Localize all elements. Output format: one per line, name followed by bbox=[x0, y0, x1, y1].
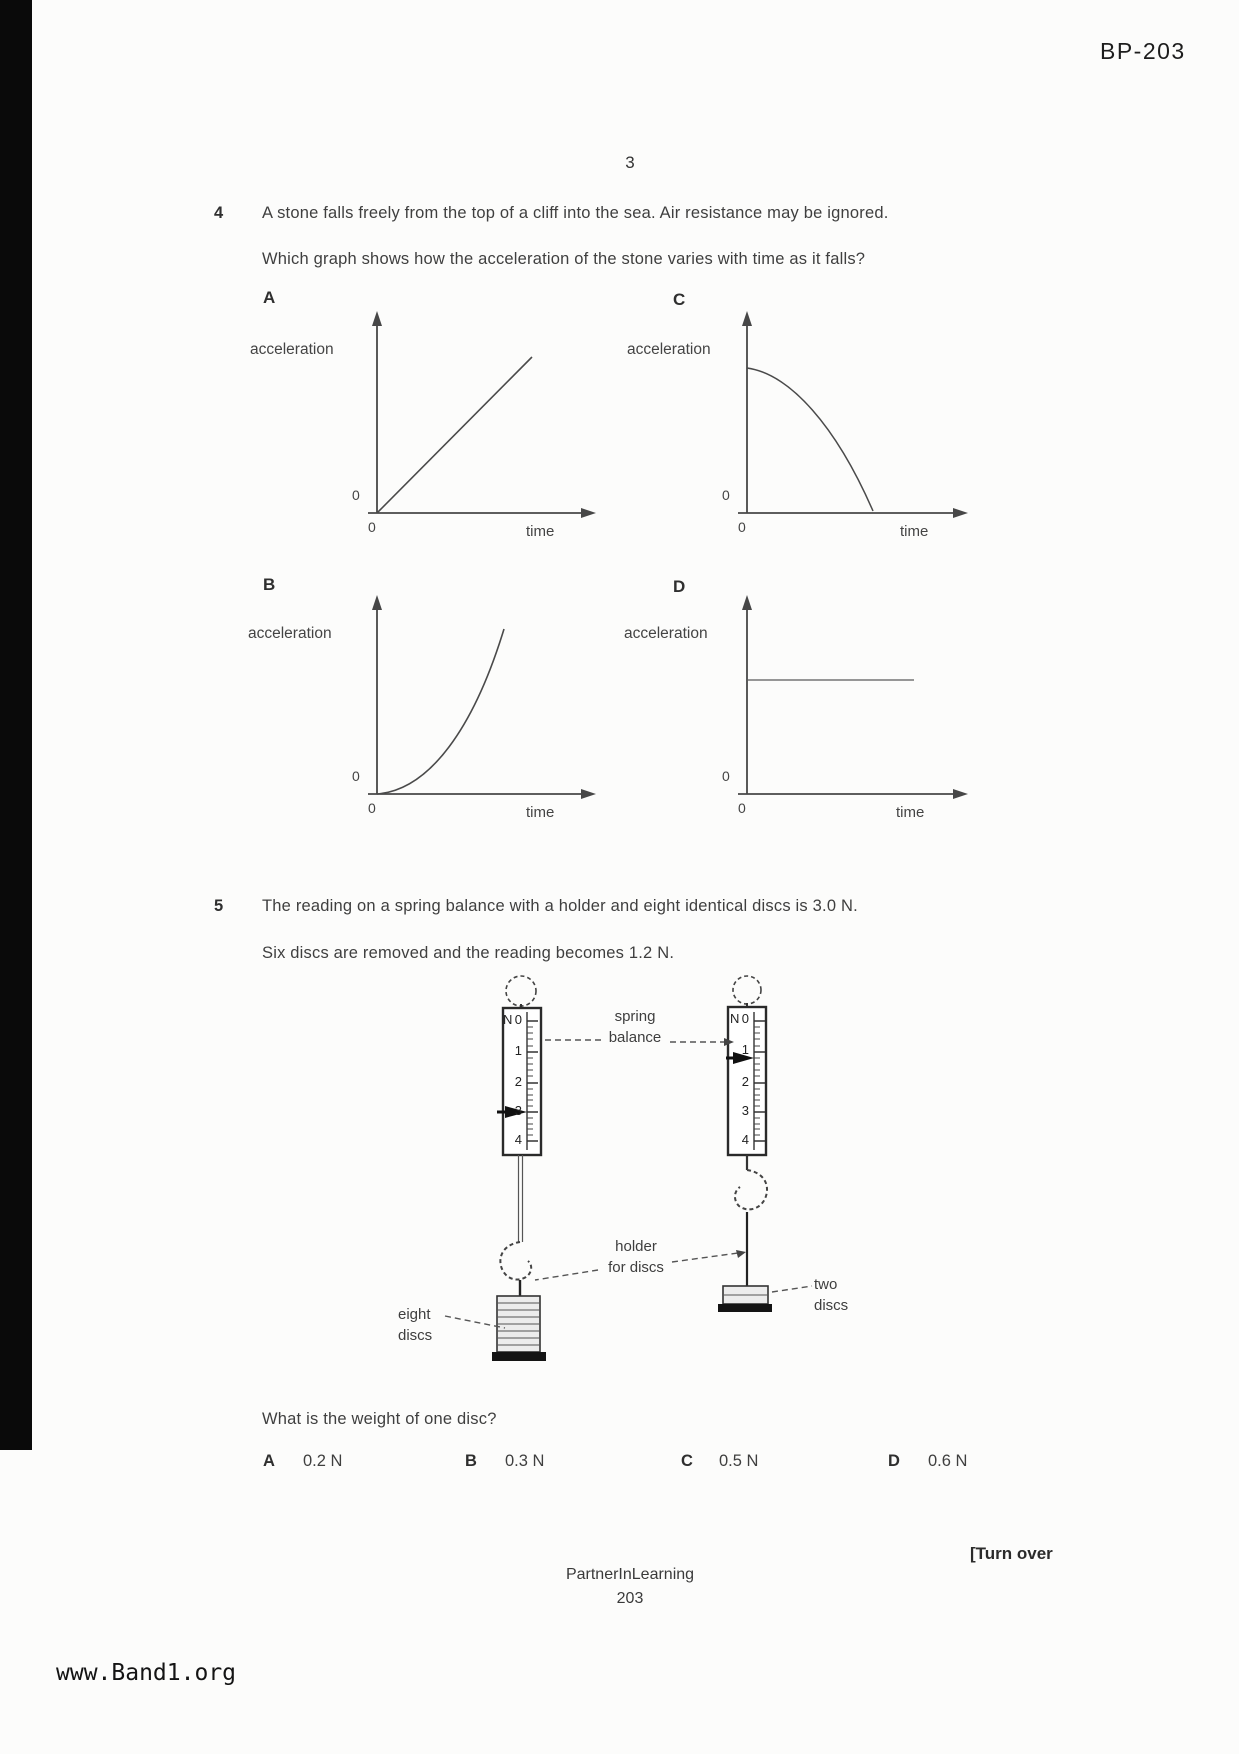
q5-number: 5 bbox=[214, 897, 224, 915]
graph-c-axes bbox=[610, 285, 985, 555]
left-scale-1: 1 bbox=[514, 1043, 522, 1058]
option-b-letter: B bbox=[465, 1452, 477, 1470]
holder-label-line1: holder bbox=[615, 1238, 657, 1255]
eight-disc-stack bbox=[492, 1280, 546, 1361]
watermark-url: www.Band1.org bbox=[56, 1660, 237, 1686]
right-scale-3: 3 bbox=[741, 1103, 749, 1118]
q5-line2: Six discs are removed and the reading becomes 1.2 N. bbox=[262, 944, 675, 962]
graph-a-origin-x: 0 bbox=[368, 519, 376, 535]
graph-option-c bbox=[610, 285, 985, 555]
eight-discs-label-line2: discs bbox=[398, 1327, 433, 1344]
spring-balance-label-line2: balance bbox=[608, 1029, 662, 1046]
graph-a-xlabel: time bbox=[526, 523, 555, 540]
graph-a-letter: A bbox=[263, 288, 276, 307]
left-scale-3: 3 bbox=[514, 1103, 522, 1118]
right-scale-2: 2 bbox=[741, 1074, 749, 1089]
left-scale-4: 4 bbox=[514, 1132, 522, 1147]
graph-d-ylabel: acceleration bbox=[624, 625, 708, 642]
graph-d-letter: D bbox=[673, 577, 686, 596]
graph-d-axes bbox=[610, 565, 985, 835]
eight-discs-label bbox=[398, 1304, 454, 1346]
graph-b-origin-y: 0 bbox=[352, 768, 360, 784]
spring-balance-label bbox=[592, 1006, 678, 1048]
right-hook bbox=[735, 1170, 767, 1209]
q5-question: What is the weight of one disc? bbox=[262, 1410, 497, 1428]
spring-balance-label-line1: spring bbox=[614, 1008, 656, 1025]
left-hook bbox=[500, 1242, 531, 1280]
graph-c-origin-x: 0 bbox=[738, 519, 746, 535]
footer-brand: PartnerInLearning bbox=[565, 1566, 695, 1583]
two-discs-label-line2: discs bbox=[814, 1297, 849, 1314]
graph-b-letter: B bbox=[263, 575, 276, 594]
option-b-value: 0.3 N bbox=[505, 1452, 545, 1470]
option-a-value: 0.2 N bbox=[303, 1452, 343, 1470]
graph-option-b bbox=[240, 565, 615, 835]
scan-edge-bar bbox=[0, 0, 32, 1450]
two-discs-leader bbox=[772, 1286, 812, 1292]
left-balance-unit: N bbox=[503, 1012, 513, 1027]
option-c-value: 0.5 N bbox=[719, 1452, 759, 1470]
eight-discs-label-line1: eight bbox=[398, 1306, 431, 1323]
graph-b-origin-x: 0 bbox=[368, 800, 376, 816]
graph-b-xlabel: time bbox=[526, 804, 555, 821]
graph-a-origin-y: 0 bbox=[352, 487, 360, 503]
graph-b-ylabel: acceleration bbox=[248, 625, 332, 642]
graph-b-curve bbox=[377, 629, 504, 794]
graph-a-curve bbox=[377, 357, 532, 513]
right-scale-4: 4 bbox=[741, 1132, 749, 1147]
two-disc-stack bbox=[718, 1286, 772, 1312]
option-d-letter: D bbox=[888, 1452, 900, 1470]
graph-c-ylabel: acceleration bbox=[627, 341, 711, 358]
graph-a-axes bbox=[240, 285, 615, 555]
graph-c-origin-y: 0 bbox=[722, 487, 730, 503]
graph-c-curve bbox=[747, 368, 873, 511]
option-c-letter: C bbox=[681, 1452, 693, 1470]
graph-d-origin-y: 0 bbox=[722, 768, 730, 784]
left-scale-0: 0 bbox=[514, 1012, 522, 1027]
right-scale-0: 0 bbox=[741, 1011, 749, 1026]
graph-d-xlabel: time bbox=[896, 804, 925, 821]
footer-brand-number: 203 bbox=[616, 1590, 644, 1607]
paper-code: BP-203 bbox=[1100, 38, 1186, 64]
graph-option-a bbox=[240, 285, 615, 555]
two-discs-label bbox=[814, 1274, 864, 1316]
graph-d-origin-x: 0 bbox=[738, 800, 746, 816]
q4-line1: A stone falls freely from the top of a cliff into the sea. Air resistance may be ignored. bbox=[262, 204, 889, 222]
holder-for-discs-label bbox=[588, 1236, 684, 1278]
page-number: 3 bbox=[625, 153, 635, 172]
two-discs-label-line1: two bbox=[814, 1276, 838, 1293]
graph-c-xlabel: time bbox=[900, 523, 929, 540]
right-scale-1: 1 bbox=[741, 1042, 749, 1057]
graph-b-axes bbox=[240, 565, 615, 835]
option-d-value: 0.6 N bbox=[928, 1452, 968, 1470]
turn-over-note: [Turn over bbox=[970, 1544, 1053, 1563]
holder-label-line2: for discs bbox=[608, 1259, 664, 1276]
graph-a-ylabel: acceleration bbox=[250, 341, 334, 358]
graph-option-d bbox=[610, 565, 985, 835]
right-balance-unit: N bbox=[730, 1011, 740, 1026]
graph-c-letter: C bbox=[673, 290, 686, 309]
option-a-letter: A bbox=[263, 1452, 275, 1470]
left-scale-2: 2 bbox=[514, 1074, 522, 1089]
q4-line2: Which graph shows how the acceleration of the stone varies with time as it falls? bbox=[262, 250, 866, 268]
q5-line1: The reading on a spring balance with a holder and eight identical discs is 3.0 N. bbox=[262, 897, 858, 915]
q4-number: 4 bbox=[214, 204, 224, 222]
eight-discs-leader bbox=[445, 1316, 505, 1328]
